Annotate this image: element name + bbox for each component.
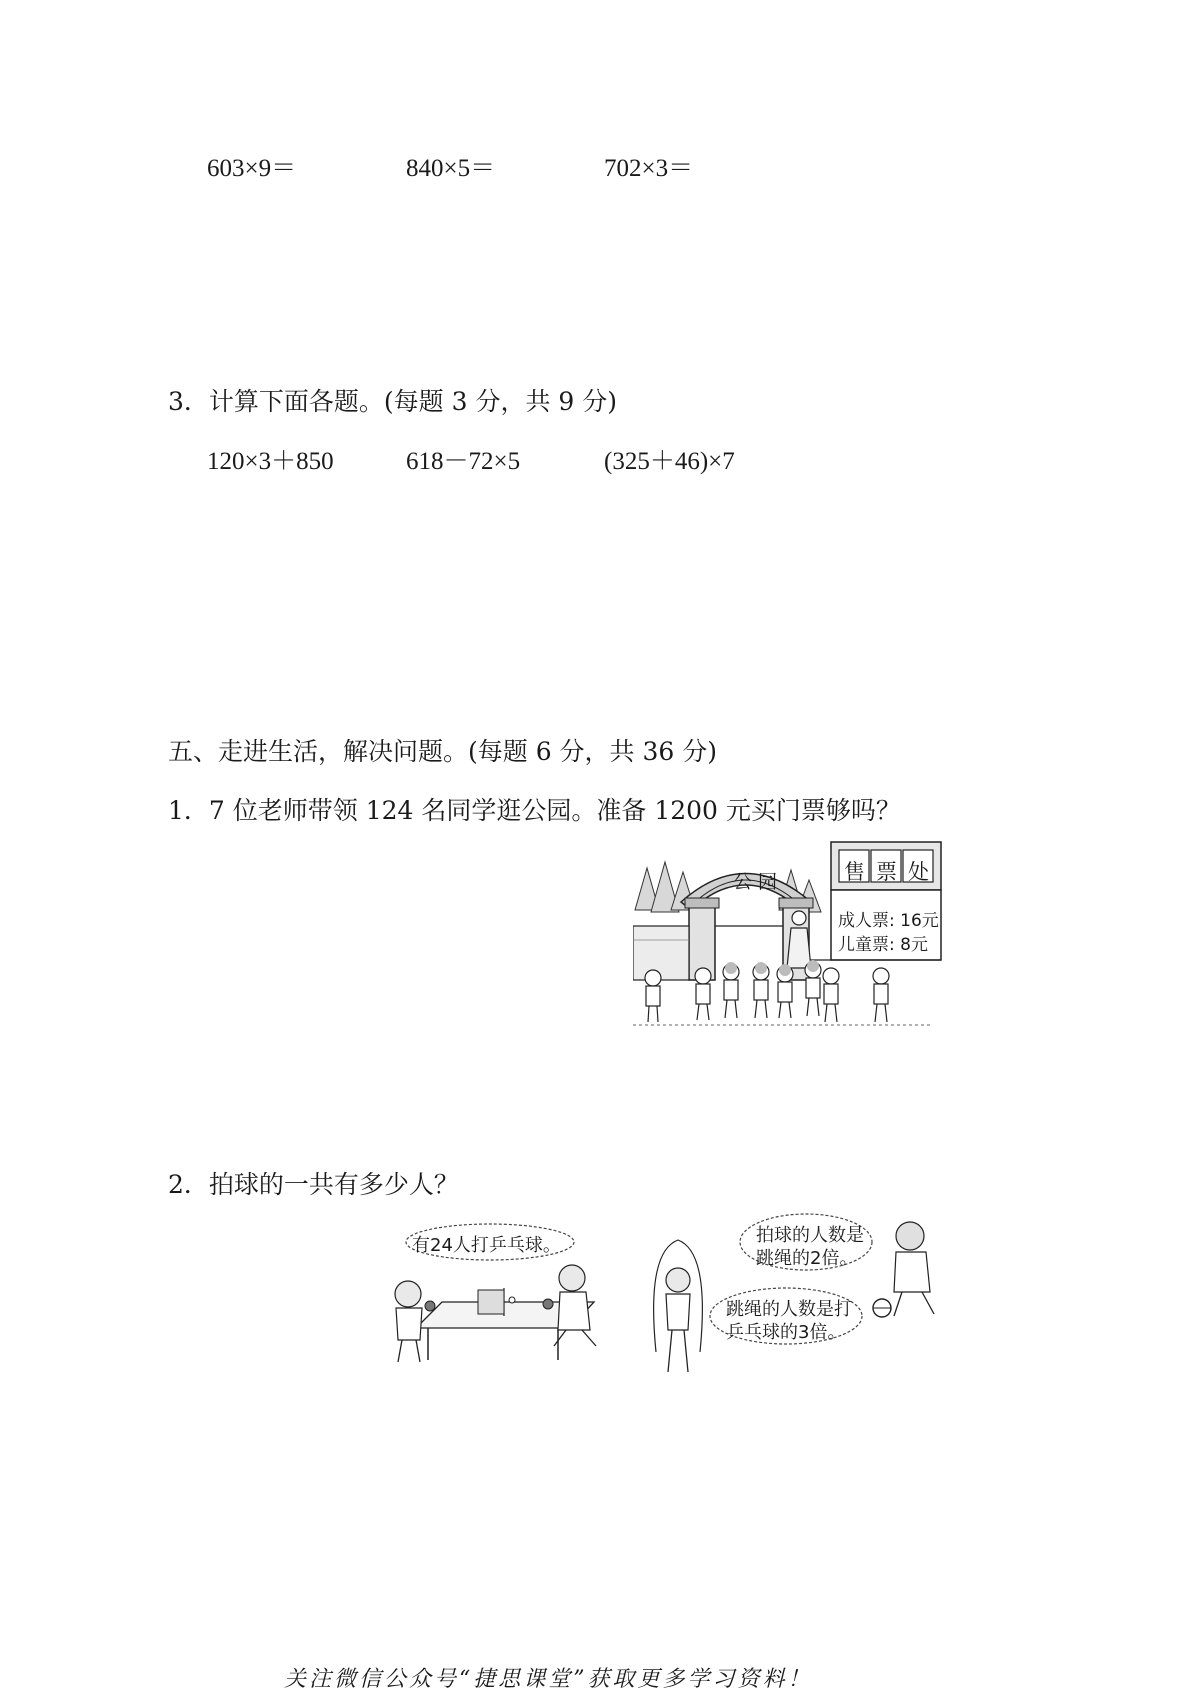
speech-bubble-right-top-line1: 拍球的人数是 — [756, 1225, 864, 1246]
problem-1-text: 1．7 位老师带领 124 名同学逛公园。准备 1200 元买门票够吗？ — [168, 796, 901, 825]
adult-ticket-price: 成人票: 16元 — [838, 911, 939, 931]
calc-item: (325＋46)×7 — [604, 448, 735, 475]
question-3-heading: 3．计算下面各题。(每题 3 分，共 9 分) — [168, 387, 618, 416]
booth-sign-char: 处 — [908, 860, 929, 884]
jump-rope-illustration — [636, 1212, 941, 1392]
child-ticket-price: 儿童票: 8元 — [838, 935, 928, 955]
speech-bubble-left: 有24人打乒乓球。 — [412, 1235, 561, 1256]
calc-item: 840×5＝ — [406, 155, 496, 182]
speech-bubble-right-top-line2: 跳绳的2倍。 — [756, 1248, 858, 1269]
ping-pong-illustration — [386, 1222, 616, 1370]
footer-note: 关注微信公众号“捷思课堂”获取更多学习资料！ — [284, 1667, 813, 1692]
section-5-heading: 五、走进生活，解决问题。(每题 6 分，共 36 分) — [168, 737, 718, 766]
speech-bubble-right-bottom-line2: 乒乓球的3倍。 — [726, 1322, 846, 1343]
booth-sign-char: 票 — [876, 860, 897, 884]
park-gate-illustration — [633, 840, 943, 1030]
gate-sign: 公 园 — [733, 871, 778, 893]
booth-sign-char: 售 — [844, 860, 865, 884]
calc-item: 618－72×5 — [406, 448, 521, 475]
calc-item: 702×3＝ — [604, 155, 694, 182]
speech-bubble-right-bottom-line1: 跳绳的人数是打 — [726, 1299, 852, 1320]
calc-item: 120×3＋850 — [207, 448, 334, 475]
calc-item: 603×9＝ — [207, 155, 297, 182]
problem-2-text: 2．拍球的一共有多少人？ — [168, 1170, 459, 1199]
